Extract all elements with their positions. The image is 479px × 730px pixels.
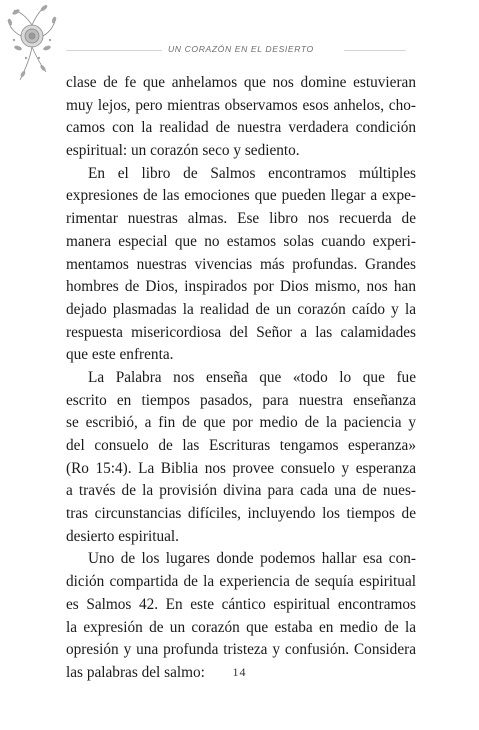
text-line: es Salmos 42. En este cántico espiritual encontramos (66, 595, 416, 613)
text-line: desierto espiritual. (66, 527, 179, 545)
text-line: respuesta misericordiosa del Señor a las calamidades (66, 323, 416, 341)
text-line: opresión y una profunda tristeza y confusión. Considera (66, 641, 416, 659)
text-line: (Ro 15:4). La Biblia nos provee consuelo y esperanza (66, 459, 416, 477)
text-line: rimentar nuestras almas. Ese libro nos recuerda de (66, 210, 416, 228)
text-line: clase de fe que anhelamos que nos domine estuvieran (66, 74, 416, 91)
text-line: tras circunstancias difíciles, incluyendo los tiempos de (66, 505, 416, 523)
header-rule-left (66, 50, 162, 51)
page-number: 14 (232, 665, 247, 679)
floral-ornament-icon (6, 2, 58, 84)
running-head (66, 44, 406, 58)
text-line: espiritual: un corazón seco y sediento. (66, 142, 300, 160)
text-line: que este enfrenta. (66, 346, 174, 364)
text-line: La Palabra nos enseña que «todo lo que fue (88, 368, 416, 386)
text-line: la expresión de un corazón que estaba en medio de la (66, 618, 416, 636)
text-line: escrito en tiempos pasados, para nuestra enseñanza (66, 391, 416, 409)
body-text (66, 72, 416, 685)
text-line: dición compartida de la experiencia de sequía espiritual (66, 573, 416, 591)
text-line: mentamos nuestras vivencias más profundas. Grandes (66, 255, 416, 273)
text-line: En el libro de Salmos encontramos múltiples (88, 164, 416, 182)
text-line: manera especial que no estamos solas cuando experi- (66, 232, 416, 250)
text-line: expresiones de las emociones que pueden llegar a expe- (66, 187, 416, 205)
text-line: muy lejos, pero mientras observamos esos anhelos, cho- (66, 96, 416, 114)
text-line: dejado plasmadas la realidad de un corazón caído y la (66, 300, 416, 318)
running-title: UN CORAZÓN EN EL DESIERTO (168, 44, 314, 54)
text-line: camos con la realidad de nuestra verdadera condición (66, 119, 416, 137)
text-line: las palabras del salmo: (66, 663, 205, 681)
text-line: se escribió, a fin de que por medio de la paciencia y (66, 414, 416, 432)
text-line: hombres de Dios, inspirados por Dios mismo, nos han (66, 278, 416, 296)
text-line: a través de la provisión divina para cada una de nues- (66, 482, 416, 500)
text-line: Uno de los lugares donde podemos hallar esa con- (88, 550, 416, 568)
text-line: del consuelo de las Escrituras tengamos esperanza» (66, 437, 416, 454)
header-rule-right (344, 50, 406, 51)
